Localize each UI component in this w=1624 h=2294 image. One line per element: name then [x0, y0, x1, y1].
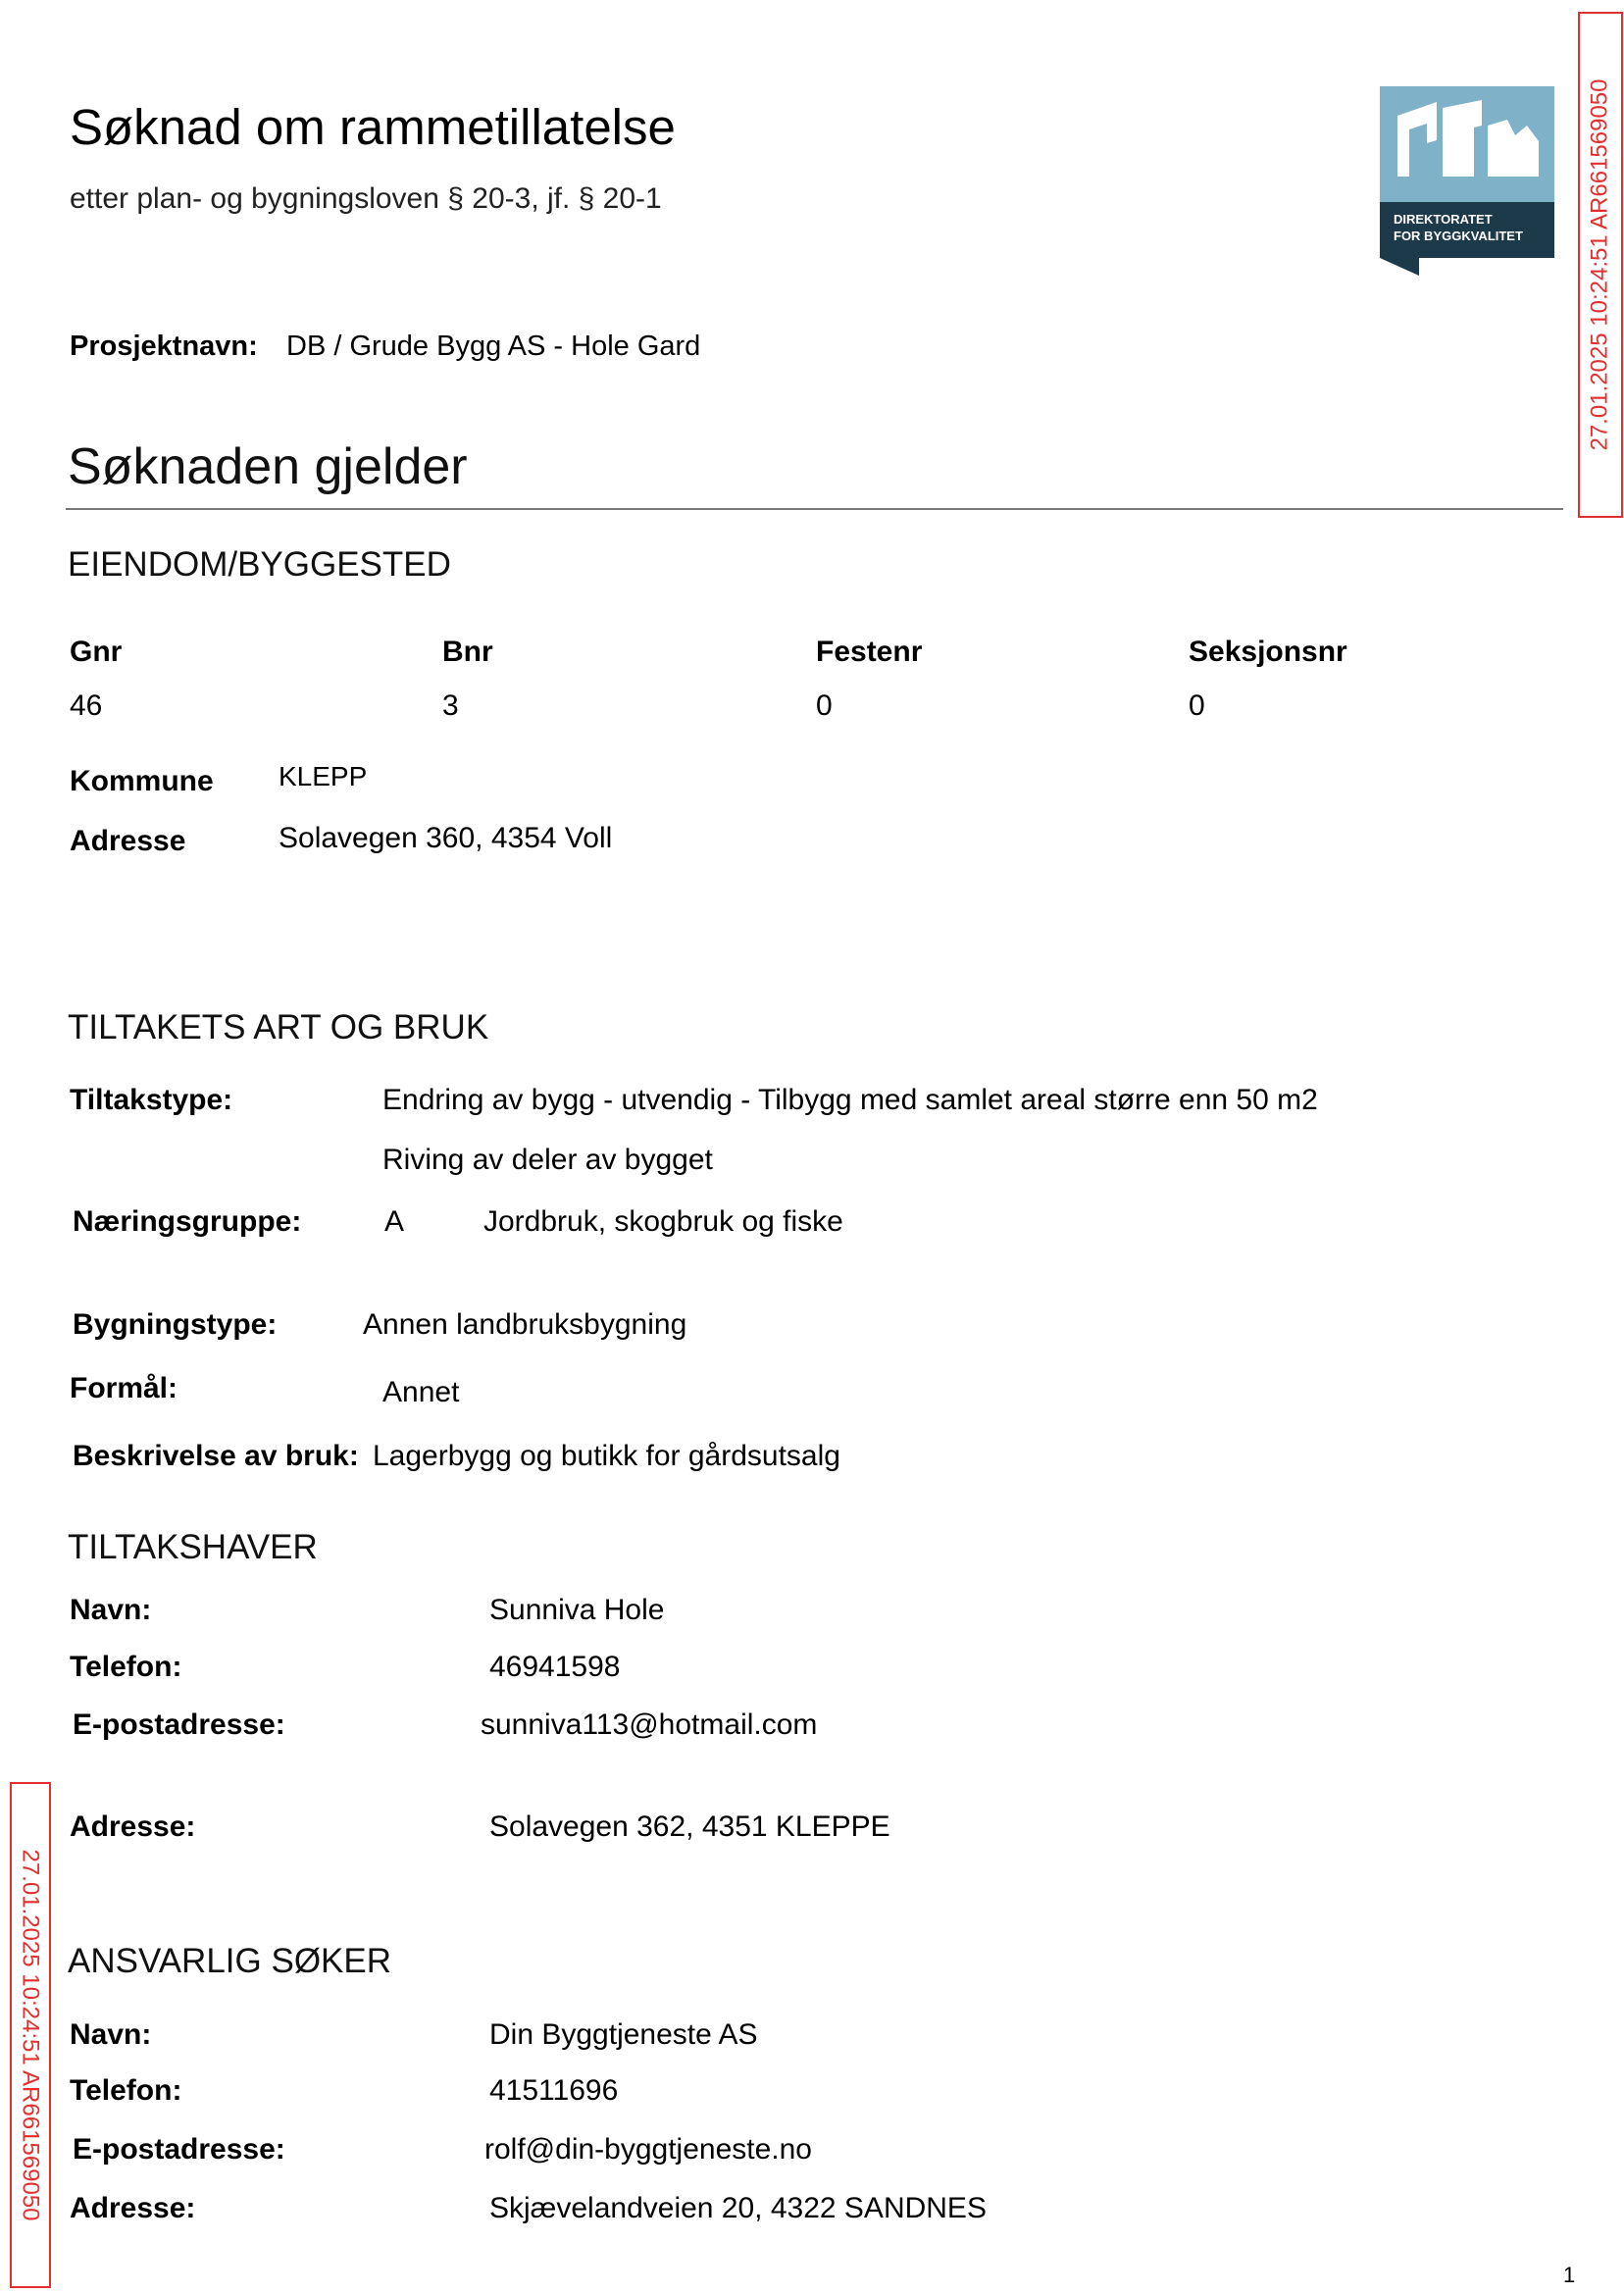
ansvarlig-telefon-label: Telefon:: [70, 2074, 182, 2107]
archive-stamp-top-text: 27.01.2025 10:24:51 AR661569050: [1587, 78, 1613, 451]
ansvarlig-telefon-value: 41511696: [489, 2074, 619, 2107]
archive-stamp-top: [1578, 12, 1623, 518]
page-number: 1: [1563, 2263, 1576, 2287]
project-name-value: DB / Grude Bygg AS - Hole Gard: [286, 331, 701, 362]
tiltak-heading: TILTAKETS ART OG BRUK: [68, 1008, 489, 1046]
ansvarlig-epost-label: E-postadresse:: [73, 2133, 285, 2166]
archive-stamp-bottom-text: 27.01.2025 10:24:51 AR661569050: [18, 1849, 44, 2221]
naeringsgruppe-value: Jordbruk, skogbruk og fiske: [483, 1205, 843, 1238]
project-name-label: Prosjektnavn:: [70, 331, 258, 362]
formal-value: Annet: [382, 1376, 460, 1408]
formal-label: Formål:: [70, 1372, 178, 1404]
tiltakstype-value-1: Endring av bygg - utvendig - Tilbygg med samlet areal større enn 50 m2: [382, 1084, 1318, 1116]
kommune-label: Kommune: [70, 765, 214, 797]
seksjonsnr-label: Seksjonsnr: [1189, 636, 1347, 668]
tiltakshaver-heading: TILTAKSHAVER: [68, 1528, 318, 1566]
beskrivelse-label: Beskrivelse av bruk:: [73, 1440, 359, 1472]
gnr-value: 46: [70, 689, 103, 722]
bnr-label: Bnr: [442, 636, 493, 668]
festenr-label: Festenr: [816, 636, 923, 668]
logo-text-line-2: FOR BYGGKVALITET: [1394, 229, 1523, 243]
ansvarlig-navn-label: Navn:: [70, 2018, 152, 2051]
tiltakshaver-adresse-label: Adresse:: [70, 1810, 196, 1843]
ansvarlig-navn-value: Din Byggtjeneste AS: [489, 2018, 758, 2051]
tiltakshaver-navn-label: Navn:: [70, 1594, 152, 1626]
bnr-value: 3: [442, 689, 459, 722]
tiltakshaver-navn-value: Sunniva Hole: [489, 1594, 665, 1626]
ansvarlig-adresse-label: Adresse:: [70, 2192, 196, 2224]
adresse-value: Solavegen 360, 4354 Voll: [279, 822, 613, 854]
section-heading: Søknaden gjelder: [68, 438, 468, 495]
ansvarlig-heading: ANSVARLIG SØKER: [68, 1942, 392, 1980]
kommune-value: KLEPP: [279, 761, 368, 791]
beskrivelse-value: Lagerbygg og butikk for gårdsutsalg: [373, 1440, 840, 1472]
tiltakshaver-telefon-value: 46941598: [489, 1651, 621, 1683]
ansvarlig-adresse-value: Skjævelandveien 20, 4322 SANDNES: [489, 2192, 987, 2224]
tiltakshaver-adresse-value: Solavegen 362, 4351 KLEPPE: [489, 1810, 890, 1843]
eiendom-heading: EIENDOM/BYGGESTED: [68, 545, 451, 584]
tiltakstype-label: Tiltakstype:: [70, 1084, 233, 1116]
tiltakshaver-epost-label: E-postadresse:: [73, 1708, 285, 1741]
tiltakshaver-epost-value: sunniva113@hotmail.com: [481, 1708, 818, 1741]
festenr-value: 0: [816, 689, 833, 722]
naeringsgruppe-code: A: [384, 1205, 405, 1238]
document-title: Søknad om rammetillatelse: [70, 99, 676, 155]
gnr-label: Gnr: [70, 636, 123, 668]
tiltakstype-value-2: Riving av deler av bygget: [382, 1144, 713, 1176]
section-divider: [66, 508, 1563, 510]
archive-stamp-bottom: [10, 1782, 51, 2288]
tiltakshaver-telefon-label: Telefon:: [70, 1651, 182, 1683]
dibk-logo: [1380, 86, 1554, 276]
ansvarlig-epost-value: rolf@din-byggtjeneste.no: [484, 2133, 812, 2166]
seksjonsnr-value: 0: [1189, 689, 1205, 722]
bygningstype-value: Annen landbruksbygning: [363, 1308, 687, 1341]
bygningstype-label: Bygningstype:: [73, 1308, 278, 1341]
naeringsgruppe-label: Næringsgruppe:: [73, 1205, 302, 1238]
adresse-label: Adresse: [70, 825, 186, 857]
logo-text-line-1: DIREKTORATET: [1394, 212, 1493, 227]
document-subtitle: etter plan- og bygningsloven § 20-3, jf. § 20-1: [70, 182, 662, 215]
